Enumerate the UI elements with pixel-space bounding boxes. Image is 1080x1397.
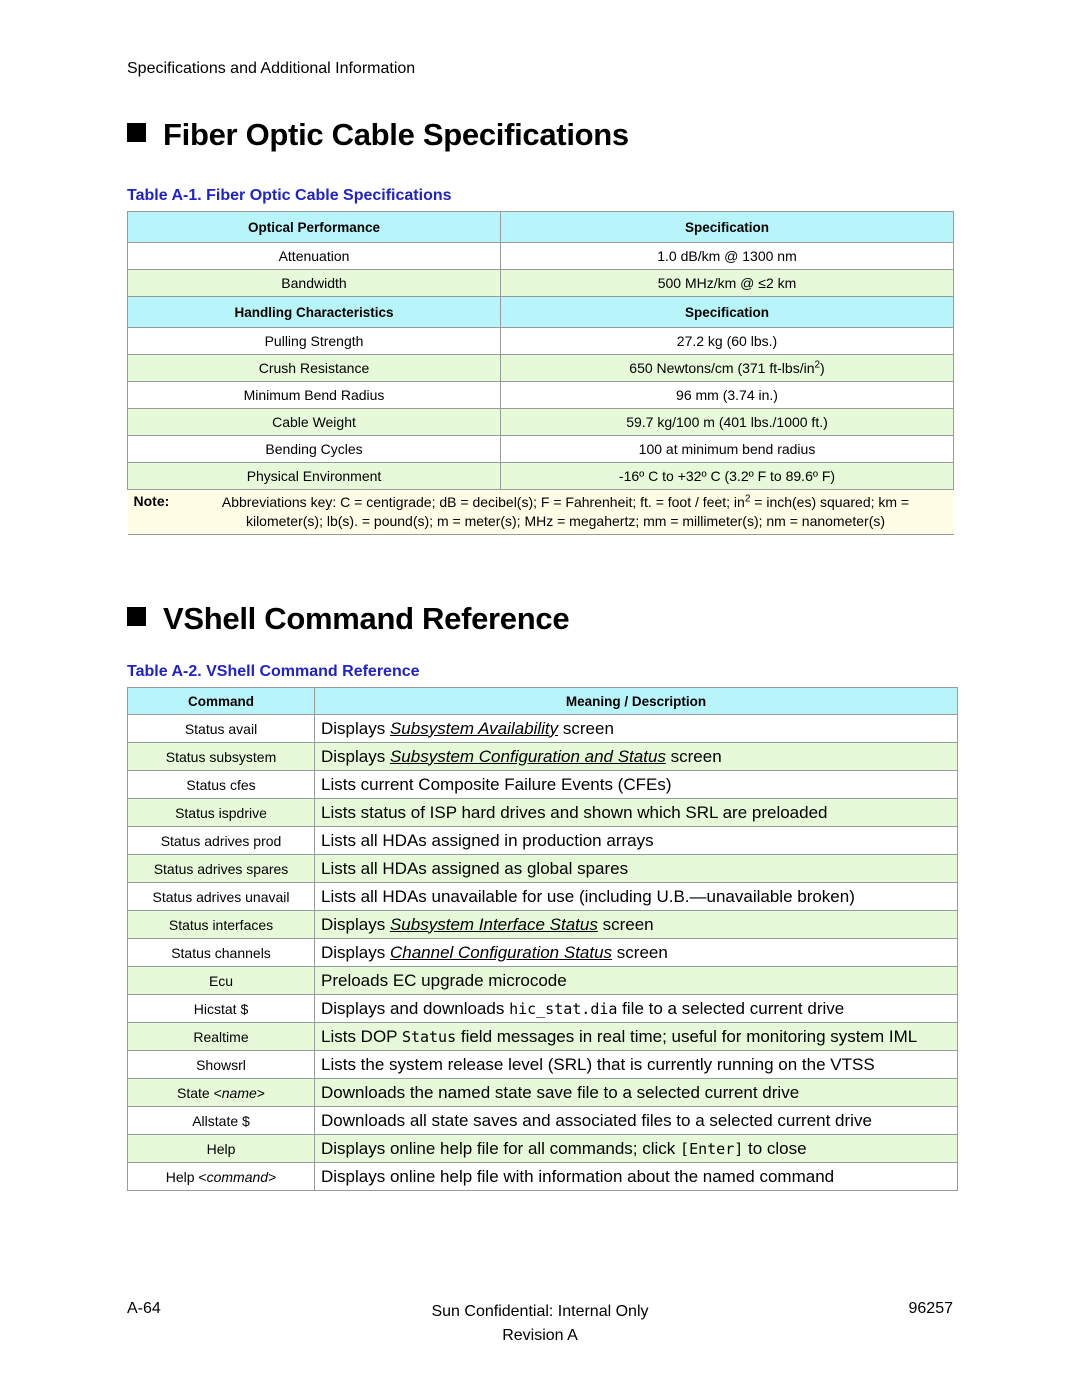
table-row xyxy=(128,1107,958,1135)
text-run: Subsystem Interface Status xyxy=(389,914,598,934)
spec-value: -16º C to +32º C (3.2º F to 89.6º F) xyxy=(618,468,836,484)
table-row xyxy=(128,1051,958,1079)
column-header: Specification xyxy=(501,212,954,243)
running-head: Specifications and Additional Information xyxy=(127,60,416,77)
table-row xyxy=(128,855,958,883)
spec-name-cell: Crush Resistance xyxy=(128,355,501,382)
column-header: Specification xyxy=(501,297,954,328)
footer-center xyxy=(340,1300,740,1348)
note-text xyxy=(186,493,946,531)
text-run: Displays online help file with information about the named command xyxy=(321,1166,835,1186)
description-cell xyxy=(315,1023,958,1051)
table-row xyxy=(128,436,954,463)
spec-value-cell xyxy=(501,436,954,463)
table-row xyxy=(128,1163,958,1191)
spec-name-cell: Attenuation xyxy=(128,243,501,270)
section-title-fiber-optic xyxy=(127,117,629,153)
spec-value: 100 at minimum bend radius xyxy=(638,441,816,457)
table-row xyxy=(128,243,954,270)
command-cell: Allstate $ xyxy=(128,1107,315,1135)
table-row xyxy=(128,827,958,855)
text-run: Displays xyxy=(321,942,390,962)
text-run: Status xyxy=(401,1027,457,1046)
command-cell: Status interfaces xyxy=(128,911,315,939)
vshell-command-table xyxy=(127,687,958,1191)
table-header-row xyxy=(128,212,954,243)
spec-value-tail: ) xyxy=(820,360,825,376)
command-cell: Showsrl xyxy=(128,1051,315,1079)
superscript: 2 xyxy=(744,493,751,505)
column-header: Command xyxy=(128,688,315,715)
table-row xyxy=(128,382,954,409)
text-run: [Enter] xyxy=(680,1139,744,1158)
command-cell: Status ispdrive xyxy=(128,799,315,827)
spec-value-cell xyxy=(501,243,954,270)
description-cell xyxy=(315,939,958,967)
section-title-text: VShell Command Reference xyxy=(163,601,570,636)
column-header: Meaning / Description xyxy=(315,688,958,715)
spec-value: 27.2 kg (60 lbs.) xyxy=(676,333,778,349)
document-number: 96257 xyxy=(908,1300,953,1317)
command-cell: Help xyxy=(128,1135,315,1163)
text-run: name xyxy=(221,1084,257,1101)
description-cell xyxy=(315,855,958,883)
column-header: Optical Performance xyxy=(128,212,501,243)
text-run: State < xyxy=(177,1084,222,1101)
spec-value-cell xyxy=(501,463,954,490)
text-run: > xyxy=(256,1084,265,1101)
description-cell xyxy=(315,827,958,855)
text-run: command xyxy=(206,1168,269,1185)
spec-value: 1.0 dB/km @ 1300 nm xyxy=(657,248,797,264)
column-header: Handling Characteristics xyxy=(128,297,501,328)
text-run: Displays online help file for all commands; click xyxy=(321,1138,681,1158)
text-run: Displays xyxy=(321,718,390,738)
spec-value: 500 MHz/km @ ≤2 km xyxy=(657,275,797,291)
spec-name-cell: Bandwidth xyxy=(128,270,501,297)
fiber-optic-spec-table xyxy=(127,211,954,535)
table-row xyxy=(128,270,954,297)
description-cell xyxy=(315,1163,958,1191)
description-cell xyxy=(315,883,958,911)
spec-name-cell: Cable Weight xyxy=(128,409,501,436)
text-run: screen xyxy=(597,914,654,934)
table-row xyxy=(128,967,958,995)
table-row xyxy=(128,911,958,939)
table-row xyxy=(128,1023,958,1051)
table-row xyxy=(128,743,958,771)
command-cell: Status channels xyxy=(128,939,315,967)
text-run: Displays xyxy=(321,914,390,934)
section-title-text: Fiber Optic Cable Specifications xyxy=(163,117,629,152)
command-cell: Status avail xyxy=(128,715,315,743)
command-cell: Status adrives prod xyxy=(128,827,315,855)
spec-name-cell: Minimum Bend Radius xyxy=(128,382,501,409)
text-run: Downloads all state saves and associated files to a selected current drive xyxy=(321,1110,872,1130)
text-run: > xyxy=(268,1168,277,1185)
table-header-row xyxy=(128,688,958,715)
table-row xyxy=(128,883,958,911)
text-run: Lists DOP xyxy=(321,1026,402,1046)
command-cell: Realtime xyxy=(128,1023,315,1051)
description-cell xyxy=(315,771,958,799)
note-row xyxy=(128,490,954,535)
table-row xyxy=(128,939,958,967)
square-bullet-icon xyxy=(127,123,146,142)
text-run: Lists status of ISP hard drives and shown which SRL are preloaded xyxy=(321,802,828,822)
text-run: Lists current Composite Failure Events (CFEs) xyxy=(321,774,672,794)
note-text-a: Abbreviations key: C = centigrade; dB = decibel(s); F = Fahrenheit; ft. = foot / feet; in xyxy=(221,494,745,510)
command-cell: Status adrives unavail xyxy=(128,883,315,911)
table-caption-a1: Table A-1. Fiber Optic Cable Specifications xyxy=(127,187,452,204)
spec-name-cell: Pulling Strength xyxy=(128,328,501,355)
text-run: Lists the system release level (SRL) that is currently running on the VTSS xyxy=(321,1054,875,1074)
spec-value-cell xyxy=(501,409,954,436)
spec-value: 59.7 kg/100 m (401 lbs./1000 ft.) xyxy=(626,414,828,430)
page-number: A-64 xyxy=(127,1300,161,1317)
table-header-row xyxy=(128,297,954,328)
note-text-b: = inch(es) squared; km = kilometer(s); lb(s). = pound(s); m = meter(s); MHz = megahertz; mm = millimeter(s); nm = nanometer(s) xyxy=(245,494,910,529)
description-cell xyxy=(315,911,958,939)
spec-value: 650 Newtons/cm (371 ft-lbs/in xyxy=(629,360,815,376)
table-row xyxy=(128,771,958,799)
section-title-vshell xyxy=(127,601,569,637)
text-run: screen xyxy=(612,942,668,962)
text-run: Lists all HDAs assigned in production arrays xyxy=(321,830,654,850)
command-cell: Status adrives spares xyxy=(128,855,315,883)
table-row xyxy=(128,1135,958,1163)
table-row xyxy=(128,328,954,355)
description-cell xyxy=(315,743,958,771)
command-cell: Ecu xyxy=(128,967,315,995)
text-run: screen xyxy=(665,746,722,766)
text-run: screen xyxy=(558,718,614,738)
text-run: field messages in real time; useful for monitoring system IML xyxy=(456,1026,918,1046)
description-cell xyxy=(315,715,958,743)
spec-value-cell xyxy=(501,328,954,355)
text-run: Displays xyxy=(321,746,390,766)
text-run: file to a selected current drive xyxy=(617,998,845,1018)
table-row xyxy=(128,409,954,436)
table-row xyxy=(128,463,954,490)
spec-name-cell: Bending Cycles xyxy=(128,436,501,463)
command-cell: Status subsystem xyxy=(128,743,315,771)
revision-label: Revision A xyxy=(502,1327,578,1344)
description-cell xyxy=(315,799,958,827)
command-cell: Status cfes xyxy=(128,771,315,799)
table-row xyxy=(128,1079,958,1107)
table-row xyxy=(128,995,958,1023)
note-cell xyxy=(128,490,954,535)
spec-value: 96 mm (3.74 in.) xyxy=(676,387,778,403)
table-row xyxy=(128,355,954,382)
text-run: hic_stat.dia xyxy=(509,999,618,1018)
command-cell: Hicstat $ xyxy=(128,995,315,1023)
description-cell xyxy=(315,1079,958,1107)
command-cell xyxy=(128,1079,315,1107)
text-run: Lists all HDAs assigned as global spares xyxy=(321,858,629,878)
table-row xyxy=(128,715,958,743)
superscript: 2 xyxy=(814,359,821,371)
table-row xyxy=(128,799,958,827)
table-caption-a2: Table A-2. VShell Command Reference xyxy=(127,663,420,680)
square-bullet-icon xyxy=(127,607,146,626)
spec-name-cell: Physical Environment xyxy=(128,463,501,490)
text-run: Displays and downloads xyxy=(321,998,510,1018)
text-run: Downloads the named state save file to a selected current drive xyxy=(321,1082,800,1102)
description-cell xyxy=(315,1107,958,1135)
text-run: Channel Configuration Status xyxy=(389,942,613,962)
text-run: Subsystem Configuration and Status xyxy=(389,746,666,766)
text-run: Preloads EC upgrade microcode xyxy=(321,970,567,990)
note-label: Note: xyxy=(133,493,170,509)
confidentiality-notice: Sun Confidential: Internal Only xyxy=(431,1303,649,1320)
text-run: to close xyxy=(743,1138,807,1158)
description-cell xyxy=(315,1051,958,1079)
description-cell xyxy=(315,967,958,995)
text-run: Lists all HDAs unavailable for use (including U.B.—unavailable broken) xyxy=(321,886,855,906)
command-cell xyxy=(128,1163,315,1191)
spec-value-cell xyxy=(501,355,954,382)
spec-value-cell xyxy=(501,382,954,409)
spec-value-cell xyxy=(501,270,954,297)
text-run: Subsystem Availability xyxy=(389,718,559,738)
text-run: Help < xyxy=(165,1168,207,1185)
description-cell xyxy=(315,1135,958,1163)
description-cell xyxy=(315,995,958,1023)
